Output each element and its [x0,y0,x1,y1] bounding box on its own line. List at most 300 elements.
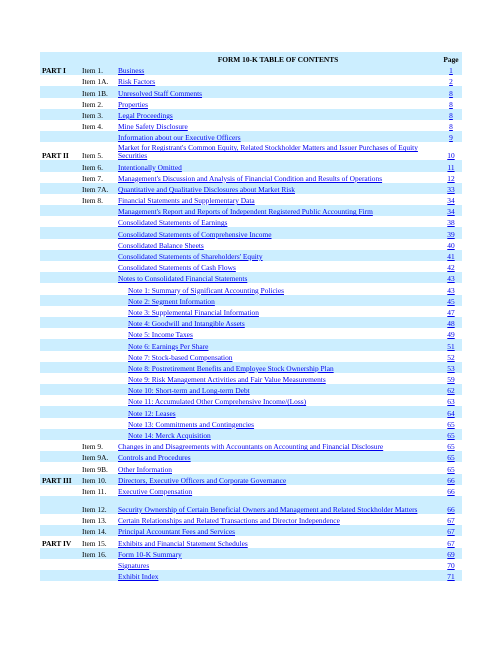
toc-entry-link[interactable]: Properties [118,99,148,109]
toc-title-cell [116,525,438,536]
item-number: Item 1A. [82,77,109,87]
toc-title-cell [116,570,438,581]
toc-title-cell [116,474,438,485]
header-part-cell [40,52,80,64]
part-label [40,272,80,283]
toc-title-cell [116,120,438,131]
toc-row [40,525,462,536]
toc-row [40,418,462,429]
item-number: Item 7. [82,173,103,183]
toc-row [40,373,462,384]
item-number: Item 2. [82,99,103,109]
toc-row [40,109,462,120]
toc-row [40,250,462,261]
item-number [80,570,116,581]
page-number-link[interactable]: 63 [447,397,455,407]
item-number [80,429,116,440]
page-number-cell [438,109,462,120]
item-number [80,328,116,339]
page-number-link[interactable]: 65 [447,464,455,474]
part-label: PART I [40,64,80,75]
page-number-link[interactable]: 69 [447,549,455,559]
part-label: PART III [40,474,80,485]
toc-row [40,131,462,142]
toc-row [40,328,462,339]
toc-row [40,317,462,328]
page-number-cell [438,317,462,328]
page-number-link[interactable]: 71 [447,572,455,582]
toc-row [40,536,462,547]
toc-entry-link[interactable]: Controls and Procedures [118,453,191,463]
page-number-cell [438,283,462,294]
page-number-link[interactable]: 67 [447,538,455,548]
toc-entry-link[interactable]: Financial Statements and Supplementary Data [118,196,255,206]
page-number-link[interactable]: 70 [447,560,455,570]
toc-title-cell [116,440,438,451]
toc-title-cell [116,384,438,395]
part-label [40,227,80,238]
part-label [40,429,80,440]
toc-title-cell [116,406,438,417]
toc-row [40,339,462,350]
page-number-link[interactable]: 2 [449,77,453,87]
toc-entry-link[interactable]: Quantitative and Qualitative Disclosures about Market Risk [118,184,295,194]
toc-entry-link[interactable]: Form 10-K Summary [118,549,182,559]
item-number [80,261,116,272]
page-number-cell [438,172,462,183]
toc-title-cell [116,485,438,496]
item-number: Item 16. [80,548,116,559]
toc-row [40,183,462,194]
page-number-cell [438,98,462,109]
toc-title-cell [116,418,438,429]
part-label [40,239,80,250]
toc-title-cell [116,351,438,362]
page-number-link[interactable]: 67 [447,516,455,526]
toc-row [40,98,462,109]
page-number-link[interactable]: 8 [449,110,453,120]
toc-row [40,194,462,205]
page-number-cell [438,451,462,462]
part-label [40,75,80,86]
page-number-link[interactable]: 41 [447,252,455,261]
part-label [40,395,80,406]
page-number-link[interactable]: 47 [447,307,455,317]
toc-row [40,261,462,272]
page-number-cell [438,373,462,384]
page-number-cell [438,295,462,306]
toc-title-cell [116,283,438,294]
item-number [80,384,116,395]
item-number: Item 9A. [80,451,116,462]
part-label [40,451,80,462]
page-number-cell [438,496,462,514]
toc-entry-link[interactable]: Signatures [118,560,150,570]
item-number: Item 12. [80,496,116,514]
toc-title: FORM 10-K TABLE OF CONTENTS [116,52,438,64]
toc-row [40,440,462,451]
item-number: Item 1. [80,64,116,75]
page-number-cell [438,205,462,216]
page-number-link[interactable]: 66 [447,475,455,485]
toc-row [40,239,462,250]
toc-entry-link[interactable]: Note 7: Stock-based Compensation [128,352,233,362]
toc-title-cell [116,462,438,473]
toc-row [40,227,462,238]
toc-entry-link[interactable]: Principal Accountant Fees and Services [118,527,235,537]
page-number-cell [438,86,462,97]
page-number-cell [438,406,462,417]
toc-entry-link[interactable]: Management's Discussion and Analysis of Financial Condition and Results of Operations [118,173,383,183]
part-label [40,194,80,205]
item-number [80,362,116,373]
item-number: Item 1B. [80,86,116,97]
page-number-link[interactable]: 45 [447,296,455,306]
part-label [40,548,80,559]
page-number-cell [438,418,462,429]
toc-row [40,395,462,406]
item-number: Item 8. [82,196,103,206]
toc-row [40,351,462,362]
toc-entry-link[interactable]: Business [118,66,145,76]
page-number-link[interactable]: 12 [447,173,455,183]
toc-row [40,559,462,570]
toc-table [40,52,462,581]
toc-row [40,485,462,496]
part-label [40,406,80,417]
toc-entry-link[interactable]: Note 8: Postretirement Benefits and Employee Stock Ownership Plan [128,363,334,373]
toc-entry-link[interactable]: Certain Relationships and Related Transactions and Director Independence [118,516,340,526]
toc-title-cell [116,131,438,142]
page-number-cell [438,525,462,536]
toc-title-cell [116,98,438,109]
item-number: Item 9. [82,442,103,452]
toc-row [40,429,462,440]
page-number-cell [438,536,462,547]
page-number-link[interactable]: 10 [447,151,455,161]
toc-entry-link[interactable]: Note 1: Summary of Significant Accounting Policies [128,285,285,295]
page-number-link[interactable]: 8 [449,99,453,109]
page-number-link[interactable]: 33 [447,184,455,194]
part-label [40,120,80,131]
toc-entry-link[interactable]: Notes to Consolidated Financial Statements [118,274,248,284]
page-number-link[interactable]: 39 [447,229,455,239]
toc-title-cell [116,451,438,462]
toc-body [40,52,462,581]
toc-entry-link[interactable]: Management's Report and Reports of Independent Registered Public Accounting Firm [118,207,373,217]
page-number-cell [438,328,462,339]
toc-header-row [40,52,462,64]
part-label [40,283,80,294]
part-label [40,250,80,261]
item-number: Item 6. [80,160,116,171]
toc-title-cell [116,548,438,559]
toc-title-cell [116,172,438,183]
toc-title-cell [116,339,438,350]
toc-entry-link[interactable]: Consolidated Balance Sheets [118,240,204,250]
page-number-link[interactable]: 8 [449,88,453,98]
toc-title-cell [116,373,438,384]
toc-entry-link[interactable]: Security Ownership of Certain Beneficial Owners and Management and Related Stockholder Matters [118,504,418,514]
part-label [40,131,80,142]
page-number-cell [438,570,462,581]
item-number [80,295,116,306]
toc-entry-link[interactable]: Note 14: Merck Acquisition [128,431,211,440]
part-label [40,317,80,328]
toc-title-cell [116,183,438,194]
item-number: Item 10. [80,474,116,485]
toc-entry-link[interactable]: Note 9: Risk Management Activities and Fair Value Measurements [128,375,326,385]
toc-row [40,216,462,227]
page-number-cell [438,120,462,131]
toc-title-cell [116,75,438,86]
page-number-cell [438,272,462,283]
toc-title-cell [116,317,438,328]
toc-entry-link[interactable]: Other Information [118,464,172,474]
page-number-cell [438,395,462,406]
page-number-link[interactable]: 1 [449,66,453,76]
toc-entry-link[interactable]: Directors, Executive Officers and Corporate Governance [118,475,287,485]
page-number-link[interactable]: 43 [447,274,455,284]
item-number: Item 3. [80,109,116,120]
item-number: Item 4. [82,122,103,132]
item-number: Item 14. [80,525,116,536]
item-number [80,395,116,406]
page-number-link[interactable]: 67 [447,527,455,537]
item-number: Item 9B. [82,464,108,474]
item-number [80,351,116,362]
part-label [40,339,80,350]
part-label [40,295,80,306]
toc-row [40,120,462,131]
toc-entry-link[interactable]: Executive Compensation [118,486,193,496]
part-label [40,183,80,194]
page-number-cell [438,64,462,75]
toc-entry-link[interactable]: Note 12: Leases [128,408,176,418]
page-number-link[interactable]: 62 [447,386,455,396]
page-number-link[interactable]: 9 [449,133,453,143]
part-label [40,373,80,384]
toc-title-cell [116,559,438,570]
part-label [40,570,80,581]
toc-entry-link[interactable]: Note 4: Goodwill and Intangible Assets [128,319,245,329]
toc-row [40,75,462,86]
page-number-link[interactable]: 11 [447,162,455,172]
page-number-link[interactable]: 66 [447,486,455,496]
item-number [80,250,116,261]
part-label [40,261,80,272]
page-number-link[interactable]: 38 [447,218,455,228]
item-number [80,216,116,227]
page-number-cell [438,306,462,317]
toc-entry-link[interactable]: Exhibits and Financial Statement Schedules [118,538,248,548]
item-number: Item 15. [82,538,107,548]
part-label [40,306,80,317]
part-label [40,172,80,183]
toc-entry-link[interactable]: Market for Registrant's Common Equity, Related Stockholder Matters and Issuer Purchases of Equity Securities [118,143,418,161]
item-number [80,317,116,328]
toc-row [40,384,462,395]
toc-entry-link[interactable]: Note 2: Segment Information [128,296,215,306]
toc-entry-link[interactable]: Note 6: Earnings Per Share [128,341,209,351]
page-number-link[interactable]: 51 [447,341,455,351]
page-number-cell [438,261,462,272]
item-number [80,227,116,238]
item-number [80,559,116,570]
part-label [40,351,80,362]
page-number-link[interactable]: 34 [447,207,455,217]
part-label: PART IV [42,538,72,548]
item-number [80,272,116,283]
page-number-link[interactable]: 65 [447,419,455,429]
toc-entry-link[interactable]: Consolidated Statements of Comprehensive Income [118,229,272,239]
toc-row [40,205,462,216]
toc-row [40,451,462,462]
toc-title-cell [116,429,438,440]
page-number-link[interactable]: 64 [447,408,455,418]
toc-entry-link[interactable]: Consolidated Statements of Earnings [118,218,228,228]
part-label [40,462,80,473]
page-number-cell [438,194,462,205]
toc-row [40,570,462,581]
toc-title-cell [116,64,438,75]
item-number [80,283,116,294]
toc-entry-link[interactable]: Information about our Executive Officers [118,133,241,143]
page-number-link[interactable]: 42 [447,263,455,273]
toc-entry-link[interactable]: Risk Factors [118,77,156,87]
part-label [40,109,80,120]
toc-title-cell [116,536,438,547]
item-number: Item 11. [82,486,107,496]
item-number [80,418,116,429]
page-number-cell [438,339,462,350]
toc-entry-link[interactable]: Intentionally Omitted [118,162,182,172]
toc-title-cell [116,514,438,525]
item-number: Item 7A. [80,183,116,194]
page-number-cell [438,362,462,373]
toc-entry-link[interactable]: Note 3: Supplemental Financial Information [128,307,259,317]
page-number-link[interactable]: 52 [447,352,455,362]
page-number-cell [438,216,462,227]
page-number-link[interactable]: 8 [449,122,453,132]
toc-row [40,283,462,294]
toc-title-cell [116,328,438,339]
page-number-cell [438,474,462,485]
toc-title-cell [116,496,438,514]
page-number-cell [438,548,462,559]
toc-row [40,295,462,306]
page-number-link[interactable]: 59 [447,375,455,385]
page-number-link[interactable]: 65 [447,453,455,463]
toc-row [40,462,462,473]
toc-title-cell [116,395,438,406]
toc-row [40,474,462,485]
toc-row [40,548,462,559]
toc-row [40,514,462,525]
item-number [80,339,116,350]
toc-entry-link[interactable]: Consolidated Statements of Shareholders' Equity [118,252,263,261]
part-label [40,98,80,109]
toc-row [40,496,462,514]
toc-row [40,406,462,417]
page-number-cell [438,239,462,250]
page-column-header: Page [438,52,462,64]
item-number [80,406,116,417]
item-number [80,205,116,216]
page-number-cell [438,429,462,440]
toc-entry-link[interactable]: Legal Proceedings [118,110,173,120]
part-label [40,559,80,570]
toc-entry-link[interactable]: Note 5: Income Taxes [128,330,193,340]
page-number-link[interactable]: 66 [447,504,455,514]
part-label [40,362,80,373]
part-label [40,525,80,536]
part-label [40,86,80,97]
toc-row [40,86,462,97]
part-label: PART II [42,151,69,161]
toc-title-cell [116,362,438,373]
toc-title-cell [116,160,438,171]
page-number-cell [438,142,462,160]
page-number-cell [438,75,462,86]
part-label [40,485,80,496]
page-number-link[interactable]: 40 [447,240,455,250]
toc-entry-link[interactable]: Note 13: Commitments and Contingencies [128,419,255,429]
toc-title-cell [116,194,438,205]
toc-entry-link[interactable]: Unresolved Staff Comments [118,88,203,98]
toc-entry-link[interactable]: Exhibit Index [118,572,159,582]
toc-entry-link[interactable]: Note 11: Accumulated Other Comprehensive Income/(Loss) [128,397,307,407]
toc-title-cell [116,216,438,227]
item-number [80,373,116,384]
toc-row [40,362,462,373]
page-number-cell [438,384,462,395]
page-number-link[interactable]: 48 [447,319,455,329]
toc-row [40,64,462,75]
item-number [80,131,116,142]
item-number [80,306,116,317]
toc-title-cell [116,306,438,317]
part-label [40,418,80,429]
page-number-cell [438,183,462,194]
toc-entry-link[interactable]: Changes in and Disagreements with Accountants on Accounting and Financial Disclosure [118,442,384,452]
page-number-link[interactable]: 49 [447,330,455,340]
toc-entry-link[interactable]: Mine Safety Disclosure [118,122,188,132]
toc-entry-link[interactable]: Consolidated Statements of Cash Flows [118,263,236,273]
page-number-link[interactable]: 53 [447,363,455,373]
part-label [40,514,80,525]
page-number-link[interactable]: 34 [447,196,455,206]
page-number-cell [438,485,462,496]
toc-title-cell [116,272,438,283]
page-number-link[interactable]: 43 [447,285,455,295]
page-number-cell [438,227,462,238]
toc-title-cell [116,250,438,261]
part-label [40,384,80,395]
toc-title-cell [116,109,438,120]
part-label [40,205,80,216]
toc-title-cell [116,205,438,216]
toc-title-cell [116,261,438,272]
page-number-link[interactable]: 65 [447,431,455,440]
page-number-cell [438,559,462,570]
toc-title-cell [116,239,438,250]
toc-entry-link[interactable]: Note 10: Short-term and Long-term Debt [128,386,250,396]
part-label [40,216,80,227]
toc-title-cell [116,227,438,238]
page-number-link[interactable]: 65 [447,442,455,452]
page-number-cell [438,440,462,451]
